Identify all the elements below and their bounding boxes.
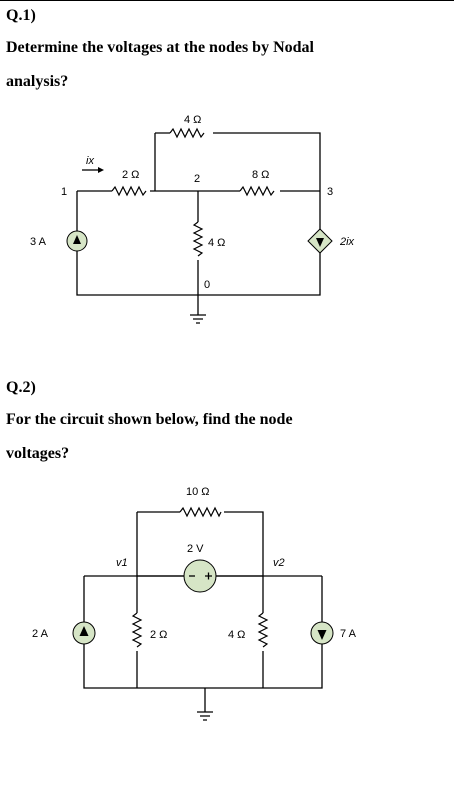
q2-label-v1: v1 [116,557,128,569]
q1-label-r12: 2 Ω [122,169,140,181]
q1-label-r23: 8 Ω [252,169,270,181]
q2-resistor-left [133,613,141,647]
q1-heading: Q.1) [6,7,36,24]
q2-label-r-right: 4 Ω [228,629,246,641]
q2-question-line1: For the circuit shown below, find the node [6,411,293,428]
q1-ground-icon [190,315,206,323]
q1-circuit-diagram [0,110,454,330]
q1-label-r20: 4 Ω [208,237,226,249]
q2-circuit-diagram [0,478,454,738]
q1-resistor-23 [240,187,274,195]
q1-label-node2: 2 [194,173,201,185]
q1-label-source-right: 2ix [340,236,355,248]
q2-label-v2: v2 [273,557,285,569]
q1-label-node3: 3 [327,186,334,198]
q1-label-ix: ix [86,155,94,167]
q2-wire-main-bottom [84,576,322,688]
q2-label-source-right: 7 A [340,628,356,640]
q1-resistor-top [170,129,204,137]
q2-resistor-right [259,613,267,647]
q1-label-r-top: 4 Ω [184,114,202,126]
q2-question-line2: voltages? [6,445,70,462]
q1-question-line1: Determine the voltages at the nodes by Nodal [6,39,314,56]
q1-label-node0: 0 [204,279,211,291]
q1-resistor-20 [194,222,202,256]
top-border [0,0,454,1]
q1-label-node1: 1 [61,186,68,198]
q2-resistor-top [180,508,221,516]
q1-resistor-12 [112,187,146,195]
q2-heading: Q.2) [6,379,36,396]
q2-label-source-left: 2 A [32,628,48,640]
q1-wire-top-loop [155,133,320,191]
q1-question-line2: analysis? [6,73,69,90]
q2-ground-icon [197,712,213,720]
q2-label-vsource: 2 V [187,543,204,555]
q1-label-source-left: 3 A [30,236,46,248]
q2-label-r-left: 2 Ω [150,629,168,641]
q2-label-r-top: 10 Ω [186,486,210,498]
q1-arrow-ix-head [98,167,104,173]
